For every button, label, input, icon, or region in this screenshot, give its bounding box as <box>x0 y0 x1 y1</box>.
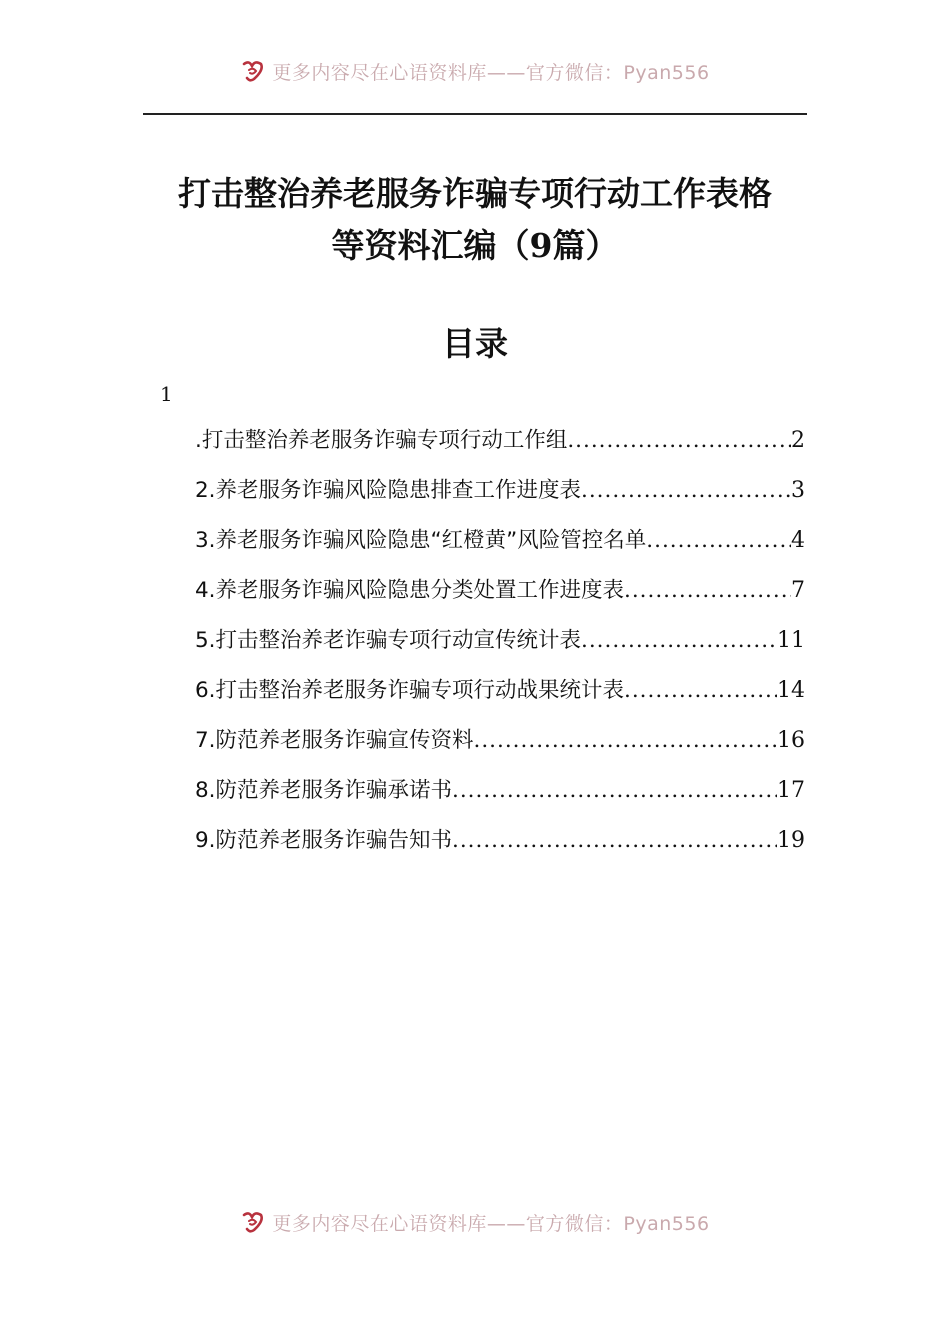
toc-entry-page: 16 <box>777 728 805 753</box>
toc-leader-dots <box>581 628 777 653</box>
toc-entry-label: 6.打击整治养老服务诈骗专项行动战果统计表 <box>195 678 625 703</box>
toc-entry-label: 7.防范养老服务诈骗宣传资料 <box>195 728 474 753</box>
toc-leader-dots <box>452 778 777 803</box>
toc-entry-page: 3 <box>791 478 805 503</box>
toc-entry-page: 17 <box>777 778 805 803</box>
toc-entry[interactable] <box>195 673 805 723</box>
toc-entry-label: 9.防范养老服务诈骗告知书 <box>195 828 453 853</box>
toc-entry-page: 14 <box>777 678 805 703</box>
toc-entry-label: 2.养老服务诈骗风险隐患排查工作进度表 <box>195 478 582 503</box>
header-watermark <box>0 56 950 86</box>
toc-entry[interactable] <box>195 623 805 673</box>
toc-entry[interactable] <box>195 573 805 623</box>
toc-leader-dots <box>567 428 791 453</box>
toc-entry[interactable] <box>195 773 805 823</box>
toc-entry-page: 19 <box>777 828 805 853</box>
watermark-text: 更多内容尽在心语资料库——官方微信：Pyan556 <box>272 1212 710 1235</box>
toc-leader-dots <box>624 578 791 603</box>
toc-entry-page: 7 <box>791 578 805 603</box>
toc-entry-page: 2 <box>791 428 805 453</box>
toc-entry-label: 5.打击整治养老诈骗专项行动宣传统计表 <box>195 628 582 653</box>
toc-entry[interactable] <box>195 823 805 873</box>
toc-leader-dots <box>474 728 777 753</box>
toc-entry-label: 3.养老服务诈骗风险隐患“红橙黄”风险管控名单 <box>195 528 647 553</box>
toc-entry[interactable] <box>195 473 805 523</box>
heart-swirl-logo-icon <box>240 1209 266 1235</box>
table-of-contents <box>195 423 805 873</box>
toc-entry[interactable] <box>195 523 805 573</box>
title-line-2: 等资料汇编（9篇） <box>331 226 619 265</box>
watermark-text: 更多内容尽在心语资料库——官方微信：Pyan556 <box>272 61 710 84</box>
toc-heading: 目录 <box>442 324 508 363</box>
header-rule <box>143 113 807 115</box>
footer-watermark <box>0 1207 950 1237</box>
toc-leader-dots <box>624 678 777 703</box>
toc-entry[interactable] <box>195 723 805 773</box>
toc-entry-label: .打击整治养老服务诈骗专项行动工作组 <box>195 428 568 453</box>
heart-swirl-logo-icon <box>240 58 266 84</box>
toc-leader-dots <box>452 828 777 853</box>
toc-leader-dots <box>581 478 791 503</box>
toc-entry[interactable] <box>195 423 805 473</box>
toc-entry-page: 11 <box>777 628 805 653</box>
toc-entry-label: 4.养老服务诈骗风险隐患分类处置工作进度表 <box>195 578 625 603</box>
title-line-1: 打击整治养老服务诈骗专项行动工作表格 <box>178 174 772 213</box>
toc-entry-label: 8.防范养老服务诈骗承诺书 <box>195 778 453 803</box>
document-title <box>120 168 830 272</box>
toc-entry-page: 4 <box>791 528 805 553</box>
toc-level-marker: 1 <box>160 382 173 406</box>
toc-leader-dots <box>646 528 791 553</box>
